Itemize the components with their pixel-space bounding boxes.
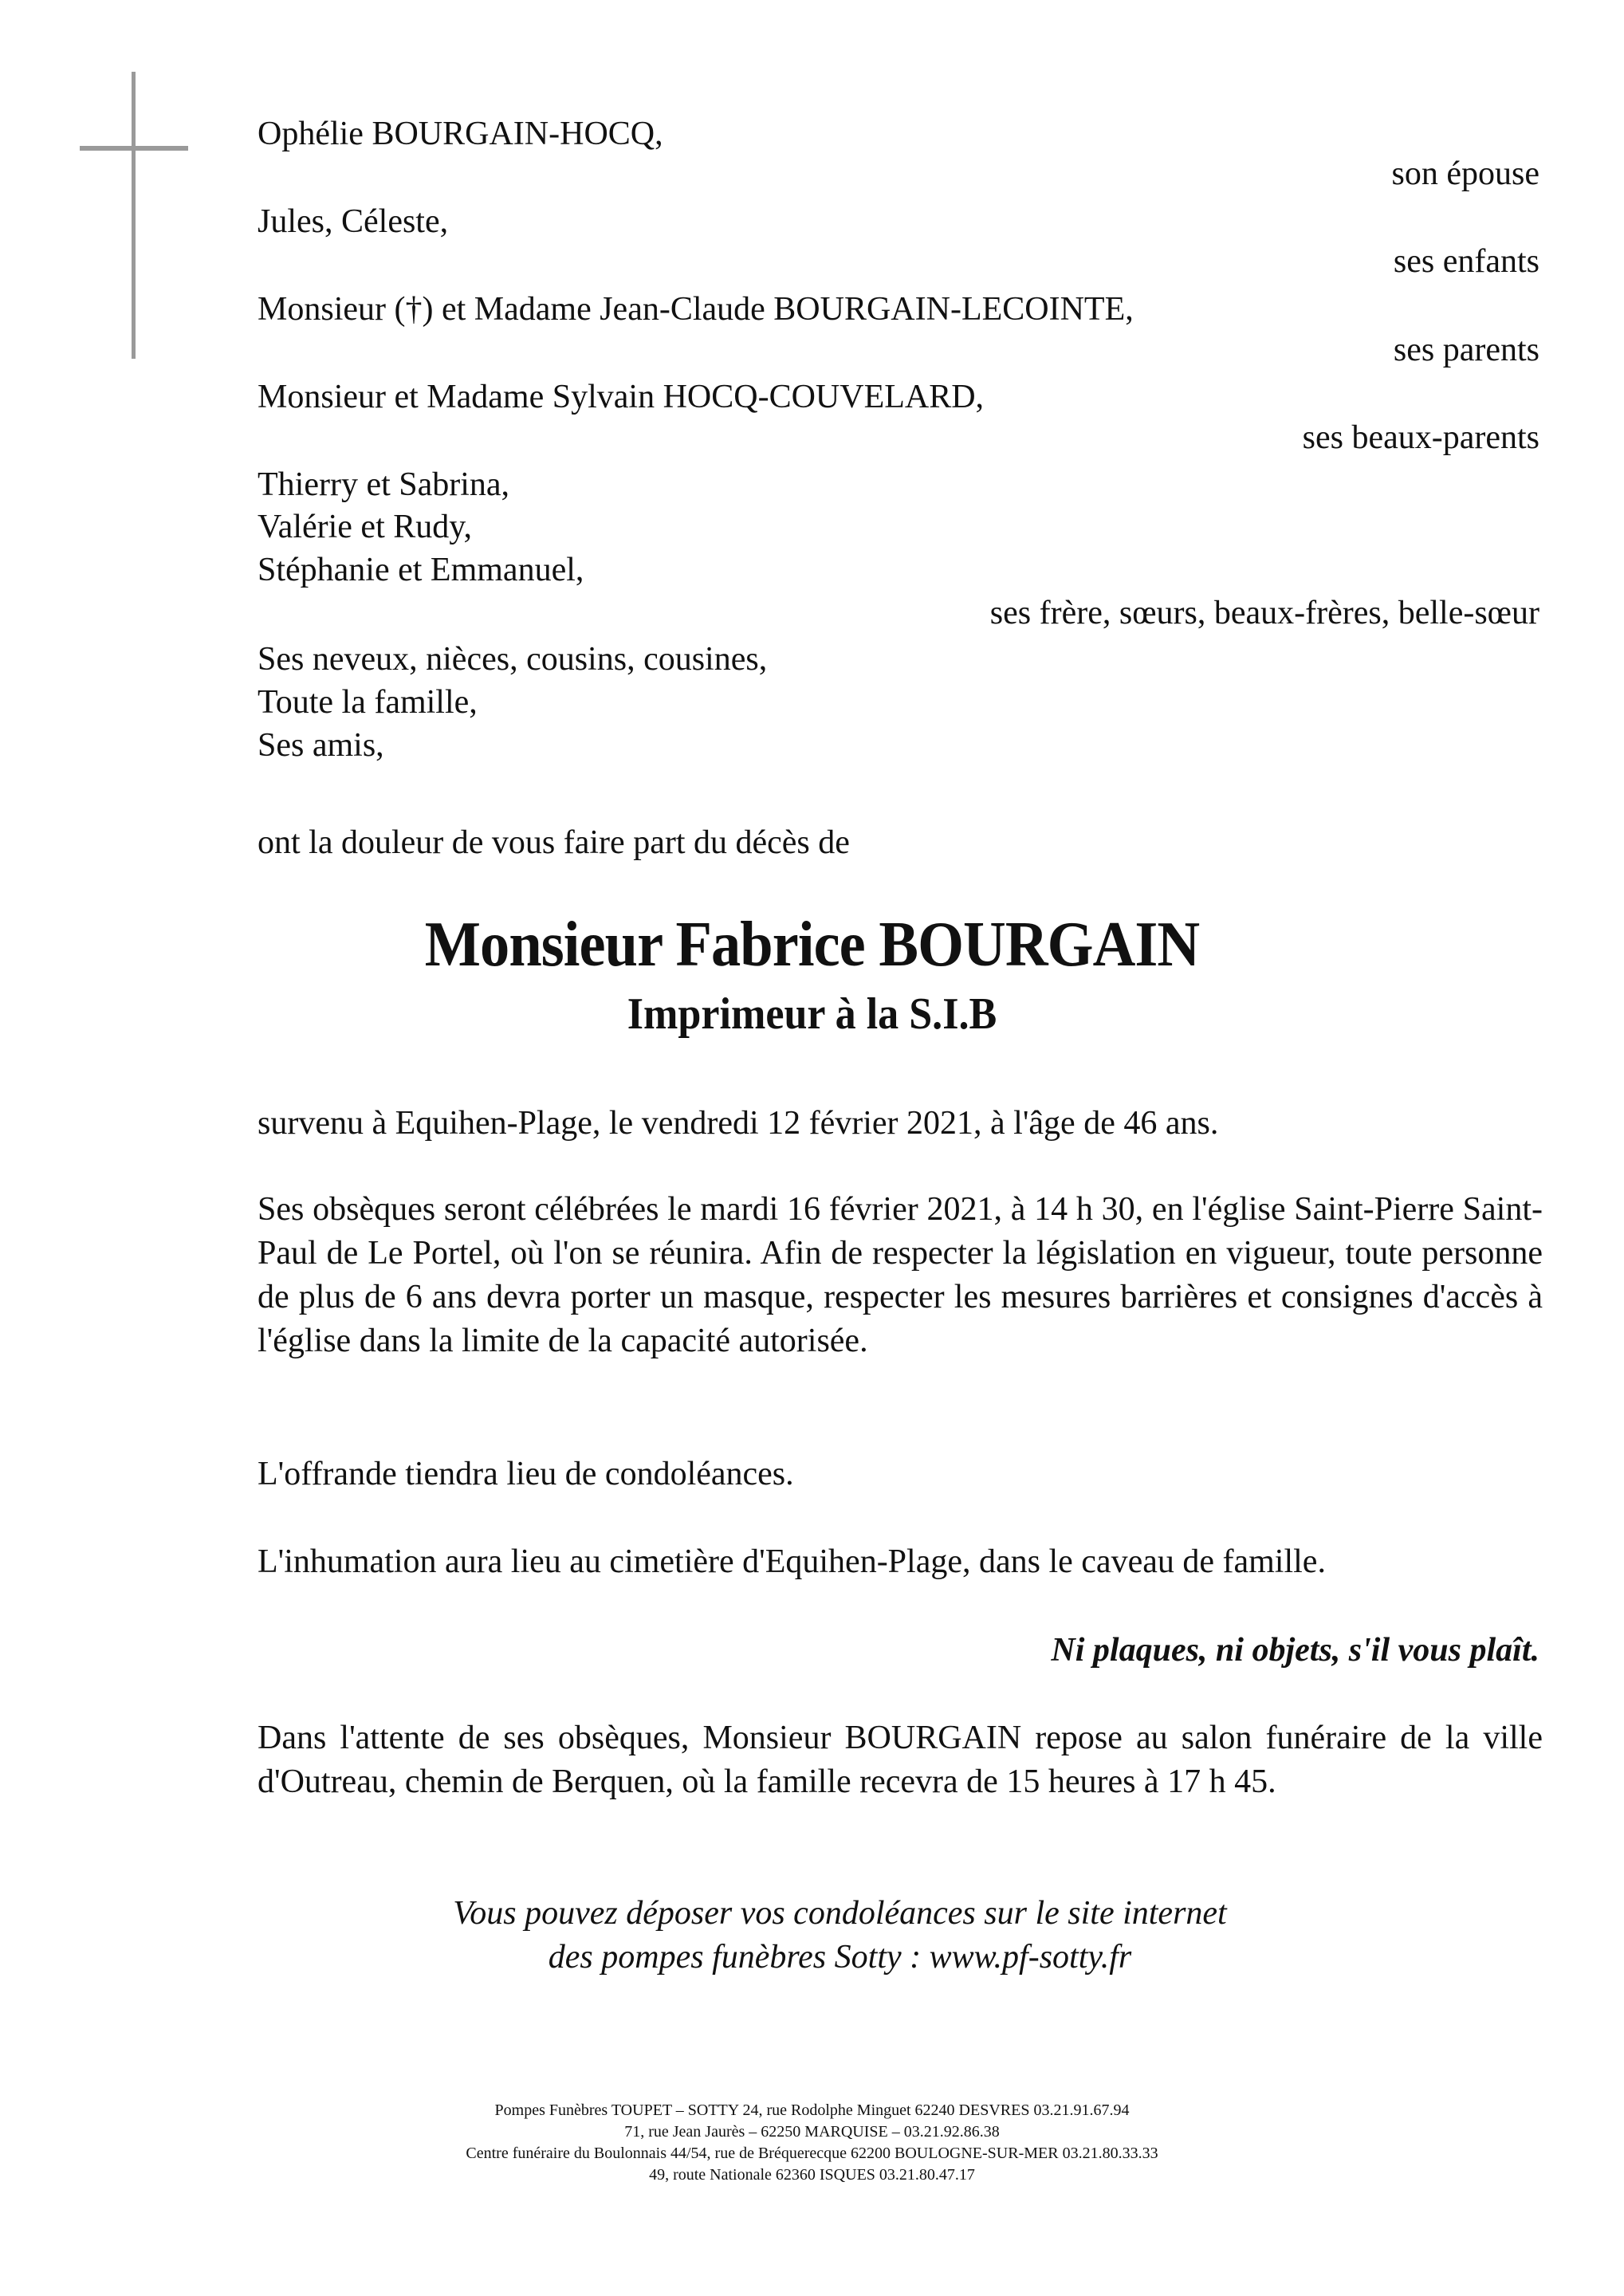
sibling-3: Stéphanie et Emmanuel,: [258, 552, 584, 588]
funeral-paragraph: Ses obsèques seront célébrées le mardi 16 février 2021, à 14 h 30, en l'église Saint-Pierre Saint-Paul de Le Portel, où l'on se réunira. Afin de respecter la législation en vigueur, toute personne de plus de 6 ans devra porter un masque, respecter les mesures barrières et consignes d'accès à l'église dans la limite de la capacité autorisée.: [258, 1191, 1543, 1359]
parents-relation: ses parents: [1393, 332, 1539, 368]
footer-line-3: Centre funéraire du Boulonnais 44/54, rue de Bréquerecque 62200 BOULOGNE-SUR-MER 03.21.80.33.33: [466, 2145, 1158, 2162]
death-paragraph: survenu à Equihen-Plage, le vendredi 12 février 2021, à l'âge de 46 ans.: [258, 1105, 1219, 1142]
cross-vertical-bar: [132, 72, 136, 359]
burial-paragraph: L'inhumation aura lieu au cimetière d'Equihen-Plage, dans le caveau de famille.: [258, 1543, 1326, 1580]
inlaws-names: Monsieur et Madame Sylvain HOCQ-COUVELARD,: [258, 379, 985, 415]
spouse-relation: son épouse: [1391, 155, 1539, 192]
viewing-paragraph: Dans l'attente de ses obsèques, Monsieur BOURGAIN repose au salon funéraire de la ville d'Outreau, chemin de Berquen, où la famille recevra de 15 heures à 17 h 45.: [258, 1720, 1543, 1800]
condolences-line-1: Vous pouvez déposer vos condoléances sur le site internet: [453, 1895, 1227, 1932]
condolences-line-2: des pompes funèbres Sotty : www.pf-sotty.fr: [548, 1939, 1132, 1976]
footer-line-4: 49, route Nationale 62360 ISQUES 03.21.80.47.17: [649, 2166, 975, 2184]
others-2: Toute la famille,: [258, 684, 478, 721]
spouse-name: Ophélie BOURGAIN-HOCQ,: [258, 116, 663, 152]
deceased-name: Monsieur Fabrice BOURGAIN: [424, 910, 1200, 980]
others-3: Ses amis,: [258, 727, 384, 764]
inlaws-relation: ses beaux-parents: [1302, 419, 1539, 456]
cross-horizontal-bar: [80, 146, 188, 151]
sibling-2: Valérie et Rudy,: [258, 509, 473, 545]
deceased-occupation: Imprimeur à la S.I.B: [627, 989, 997, 1039]
sibling-1: Thierry et Sabrina,: [258, 466, 510, 503]
others-1: Ses neveux, nièces, cousins, cousines,: [258, 641, 768, 678]
footer-line-1: Pompes Funèbres TOUPET – SOTTY 24, rue Rodolphe Minguet 62240 DESVRES 03.21.91.67.94: [494, 2101, 1130, 2119]
siblings-relation: ses frère, sœurs, beaux-frères, belle-sœur: [989, 595, 1539, 631]
funeral-home-footer: [0, 2100, 1624, 2186]
footer-line-2: 71, rue Jean Jaurès – 62250 MARQUISE – 03.21.92.86.38: [624, 2123, 1000, 2141]
children-relation: ses enfants: [1393, 243, 1539, 280]
offering-paragraph: L'offrande tiendra lieu de condoléances.: [258, 1456, 794, 1492]
children-names: Jules, Céleste,: [258, 203, 449, 240]
no-plaques-notice: Ni plaques, ni objets, s'il vous plaît.: [1051, 1632, 1539, 1669]
parents-names: Monsieur (†) et Madame Jean-Claude BOURGAIN-LECOINTE,: [258, 291, 1134, 328]
announcement: ont la douleur de vous faire part du décès de: [258, 824, 850, 861]
